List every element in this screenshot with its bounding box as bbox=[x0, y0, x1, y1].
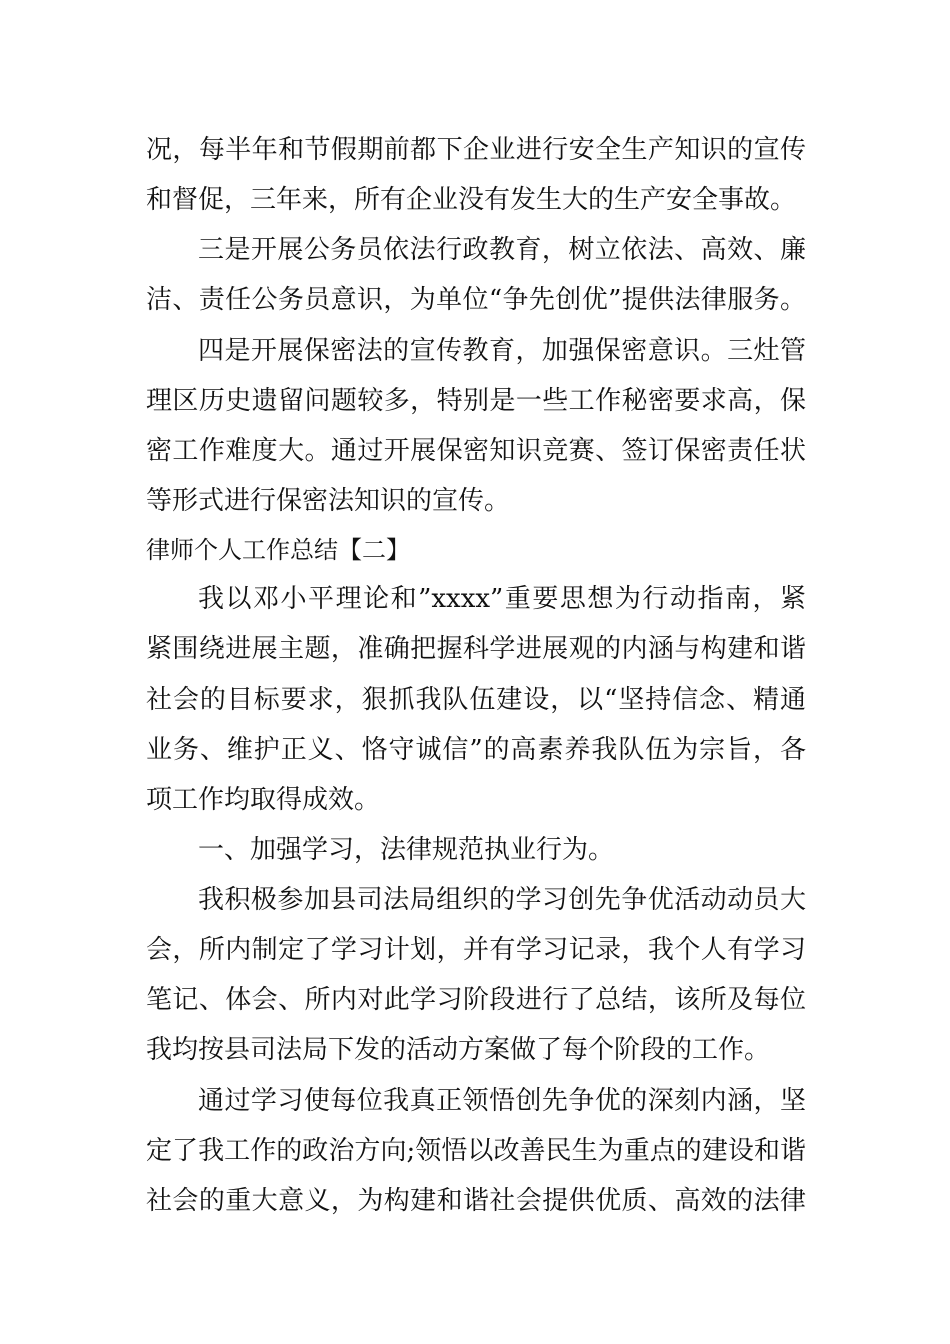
paragraph-line: 社会的目标要求，狠抓我队伍建设，以“坚持信念、精通 bbox=[146, 685, 806, 715]
paragraph-line: 三是开展公务员依法行政教育，树立依法、高效、廉 bbox=[198, 235, 806, 265]
paragraph-line: 我均按县司法局下发的活动方案做了每个阶段的工作。 bbox=[146, 1035, 771, 1065]
paragraph-line: 笔记、体会、所内对此学习阶段进行了总结，该所及每位 bbox=[146, 985, 806, 1015]
paragraph-line: 密工作难度大。通过开展保密知识竞赛、签订保密责任状 bbox=[146, 436, 806, 466]
paragraph-line: 社会的重大意义，为构建和谐社会提供优质、高效的法律 bbox=[146, 1186, 806, 1216]
paragraph-line: 和督促，三年来，所有企业没有发生大的生产安全事故。 bbox=[146, 185, 797, 215]
paragraph-line: 项工作均取得成效。 bbox=[146, 785, 381, 815]
paragraph-line: 紧围绕进展主题，准确把握科学进展观的内涵与构建和谐 bbox=[146, 634, 806, 664]
section-heading: 律师个人工作总结【二】 bbox=[146, 536, 410, 564]
paragraph-line: 四是开展保密法的宣传教育，加强保密意识。三灶管 bbox=[198, 336, 806, 366]
paragraph-line: 我积极参加县司法局组织的学习创先争优活动动员大 bbox=[198, 885, 806, 915]
paragraph-line: 业务、维护正义、恪守诚信”的高素养我队伍为宗旨，各 bbox=[146, 735, 806, 765]
paragraph-line: 我以邓小平理论和”xxxx”重要思想为行动指南，紧 bbox=[198, 584, 806, 614]
paragraph-line: 定了我工作的政治方向;领悟以改善民生为重点的建设和谐 bbox=[146, 1136, 806, 1166]
paragraph-line: 洁、责任公务员意识，为单位“争先创优”提供法律服务。 bbox=[146, 285, 806, 315]
paragraph-line: 通过学习使每位我真正领悟创先争优的深刻内涵，坚 bbox=[198, 1086, 806, 1116]
paragraph-line: 理区历史遗留问题较多，特别是一些工作秘密要求高，保 bbox=[146, 386, 806, 416]
paragraph-line: 况，每半年和节假期前都下企业进行安全生产知识的宣传 bbox=[146, 135, 806, 165]
paragraph-line: 会，所内制定了学习计划，并有学习记录，我个人有学习 bbox=[146, 935, 806, 965]
paragraph-line: 等形式进行保密法知识的宣传。 bbox=[146, 486, 511, 516]
subsection-heading: 一、加强学习，法律规范执业行为。 bbox=[198, 835, 615, 865]
